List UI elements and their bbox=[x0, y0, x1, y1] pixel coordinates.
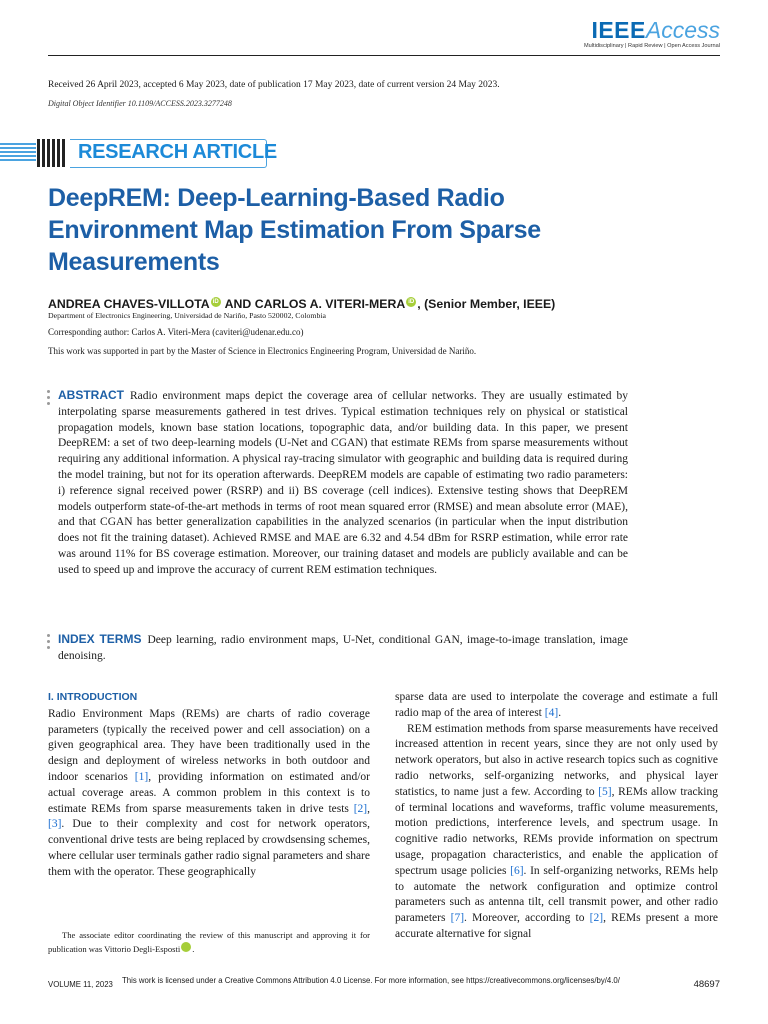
article-type-banner bbox=[0, 137, 277, 169]
index-terms-label: INDEX TERMS bbox=[58, 632, 142, 646]
journal-logo bbox=[584, 18, 720, 49]
left-column bbox=[48, 690, 370, 881]
citation-link[interactable]: [1] bbox=[134, 770, 149, 783]
section-heading-introduction: I. INTRODUCTION bbox=[48, 691, 138, 703]
paper-title: DeepREM: Deep-Learning-Based Radio Environment Map Estimation From Sparse Measurements bbox=[48, 184, 541, 276]
affiliation: Department of Electronics Engineering, Universidad de Nariño, Pasto 520002, Colombia bbox=[48, 311, 327, 320]
footnote-text: The associate editor coordinating the review of this manuscript and approving it for publication was Vittorio Degli-Esposti bbox=[48, 930, 370, 954]
intro-paragraph-2: REM estimation methods from sparse measurements have received increased attention in recent years, since they are not only used by network operators, but also in active research topics such as cognitive radio networks, self-organizing networks, and physical layer statistics, to name just a few. According to [5], REMs allow tracking of terminal locations and waveforms, traffic volume measurements, motion predictions, interference levels, and spectrum usage. In cognitive radio networks, REMs provide information on spectrum usage, propagation characteristics, and enable the application of spectrum usage policies [6]. In self-organizing networks, REMs help to automate the network configuration and optimize control parameters such as antenna tilt, cell transmit power, and other radio parameters [7]. Moreover, according to [2], REMs present a more accurate alternative for signal bbox=[395, 722, 719, 940]
received-dates: Received 26 April 2023, accepted 6 May 2023, date of publication 17 May 2023, date of current version 24 May 2023. bbox=[48, 80, 500, 90]
orcid-icon[interactable]: iD bbox=[408, 299, 415, 305]
abstract bbox=[58, 388, 628, 579]
funding-note: This work was supported in part by the Master of Science in Electronics Engineering Program, Universidad de Nariño. bbox=[48, 346, 477, 356]
author-2[interactable]: AND CARLOS A. VITERI-MERA bbox=[221, 297, 406, 312]
author-line bbox=[48, 297, 555, 311]
index-terms bbox=[58, 632, 628, 665]
abstract-dots-icon bbox=[47, 390, 50, 408]
citation-link[interactable]: [6] bbox=[510, 864, 524, 877]
logo-access: Access bbox=[645, 17, 720, 43]
editor-footnote: The associate editor coordinating the review of this manuscript and approving it for publication was Vittorio Degli-Esposti iD. bbox=[48, 930, 370, 954]
article-type-label: RESEARCH ARTICLE bbox=[78, 141, 277, 163]
citation-link[interactable]: [7] bbox=[450, 912, 465, 925]
doi-line: Digital Object Identifier 10.1109/ACCESS.2023.3277248 bbox=[48, 99, 232, 108]
citation-link[interactable]: [2] bbox=[589, 912, 604, 925]
intro-paragraph-1-cont: sparse data are used to interpolate the coverage and estimate a full radio map of the area of interest [4]. bbox=[395, 691, 718, 719]
abstract-label: ABSTRACT bbox=[58, 388, 124, 402]
author-1[interactable]: ANDREA CHAVES-VILLOTA bbox=[48, 297, 210, 312]
citation-link[interactable]: [3] bbox=[48, 818, 62, 831]
author-suffix: , (Senior Member, IEEE) bbox=[417, 297, 556, 312]
footer-license[interactable]: This work is licensed under a Creative Commons Attribution 4.0 License. For more information, see https://creativecommons.org/licenses/by/4.0/ bbox=[122, 976, 620, 985]
footer-volume: VOLUME 11, 2023 bbox=[48, 980, 113, 989]
banner-bars bbox=[37, 139, 69, 167]
index-terms-dots-icon bbox=[47, 634, 50, 652]
page-number: 48697 bbox=[693, 979, 720, 990]
logo-ieee: IEEE bbox=[591, 17, 646, 43]
header-rule bbox=[48, 55, 720, 56]
citation-link[interactable]: [2] bbox=[353, 802, 368, 815]
intro-paragraph-1: Radio Environment Maps (REMs) are charts of radio coverage parameters (typically the received power and cell association) on a given geographical area. They have been traditionally used in the design and deployment of wireless networks in both outdoor and indoor scenarios [1], providing information on estimated and/or actual coverage areas. A common problem in this context is to estimate REMs from sparse measurements taken in drive tests [2], [3]. Due to their complexity and cost for network operators, conventional drive tests are being replaced by crowdsensing schemes, where cellular user terminals gather radio signal parameters and share them with the operator. These geographically bbox=[48, 707, 370, 878]
banner-stripes bbox=[0, 143, 36, 163]
logo-tagline: Multidisciplinary | Rapid Review | Open Access Journal bbox=[584, 43, 720, 49]
right-column bbox=[395, 690, 718, 943]
orcid-icon[interactable]: iD bbox=[181, 942, 191, 952]
orcid-icon[interactable]: iD bbox=[212, 299, 219, 305]
abstract-text: Radio environment maps depict the coverage area of cellular networks. They are usually estimated by interpolating sparse measurements gathered in test drives. Typical estimation techniques rely on physical or statistical propagation models, known base station locations, topographic data, and/or building data. In this paper, we present DeepREM: a set of two deep-learning models (U-Net and CGAN) that estimate REMs from sparse measurements without requiring any additional information. A physical ray-tracing simulator with geographic and building data is required during the model training, but not for its operation afterwards. DeepREM models are capable of estimating two radio parameters: i) reference signal received power (RSRP) and ii) BS coverage (cell indices). Extensive testing shows that DeepREM models outperform state-of-the-art methods in terms of root mean squared error (RMSE) and mean absolute error (MAE), and that CGAN has better generalization capabilities in the analyzed scenarios (in particular when the input distribution does not fit the training dataset). Achieved RMSE and MAE are 6.32 and 4.54 dBm for RSRP estimation, while error rate was around 11% for BS coverage estimation. Moreover, our training dataset and models are publicly available and can be used to speed up and improve the accuracy of current REM estimation techniques. bbox=[58, 390, 628, 576]
citation-link[interactable]: [5] bbox=[598, 785, 612, 798]
corresponding-author: Corresponding author: Carlos A. Viteri-Mera (caviteri@udenar.edu.co) bbox=[48, 327, 304, 337]
citation-link[interactable]: [4] bbox=[544, 706, 559, 719]
index-terms-text: Deep learning, radio environment maps, U-Net, conditional GAN, image-to-image translation, image denoising. bbox=[58, 634, 628, 662]
